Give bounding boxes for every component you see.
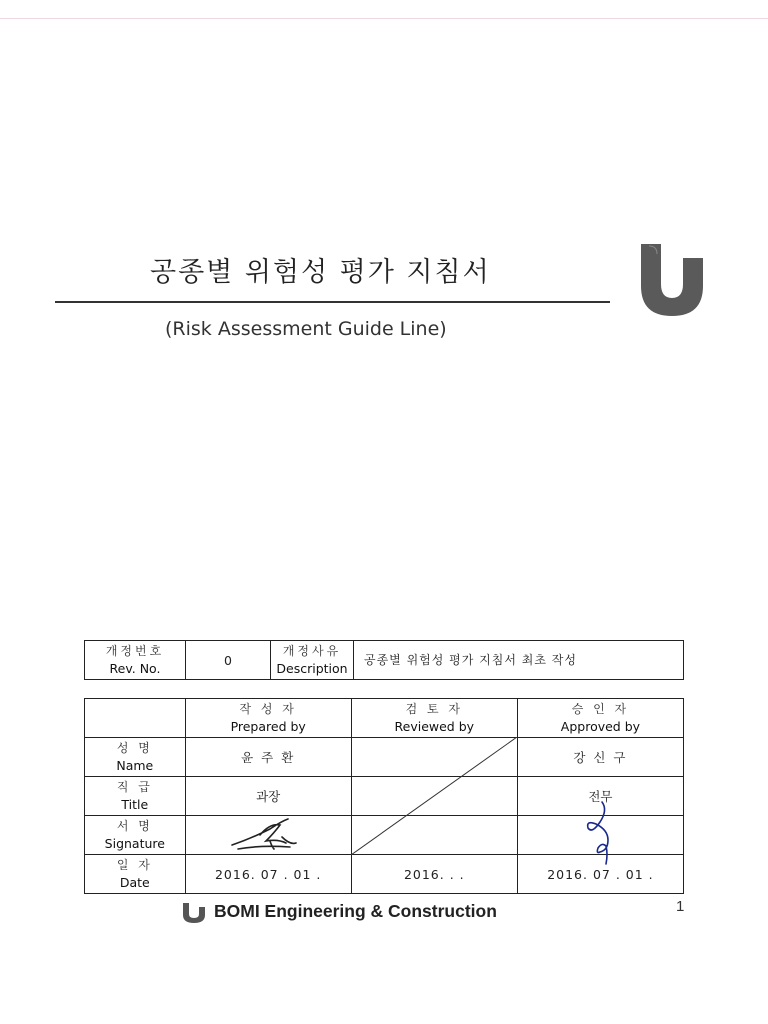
description-value: 공종별 위험성 평가 지침서 최초 작성 (354, 641, 684, 680)
revision-table (84, 640, 684, 680)
approved-date: 2016. 07 . 01 . (517, 855, 683, 894)
bomi-logo-icon (637, 240, 707, 318)
title-rule (55, 301, 610, 303)
row-label-name: 성 명 Name (85, 738, 186, 777)
page-number: 1 (676, 898, 685, 915)
approved-title: 전무 (517, 777, 683, 816)
row-label-signature: 서 명 Signature (85, 816, 186, 855)
approval-corner-cell (85, 699, 186, 738)
row-label-title: 직 급 Title (85, 777, 186, 816)
rev-no-value: 0 (186, 641, 271, 680)
row-label-date: 일 자 Date (85, 855, 186, 894)
document-title-korean: 공종별 위험성 평가 지침서 (150, 257, 491, 288)
approved-signature-mark (578, 798, 618, 866)
footer-logo-icon (182, 902, 206, 924)
approved-name: 강 신 구 (517, 738, 683, 777)
reviewed-strike-line (351, 737, 517, 855)
description-label: 개정사유 Description (271, 641, 354, 680)
document-title-english: (Risk Assessment Guide Line) (165, 318, 447, 340)
col-approved-by: 승 인 자 Approved by (517, 699, 683, 738)
col-prepared-by: 작 성 자 Prepared by (185, 699, 351, 738)
prepared-name: 윤 주 환 (185, 738, 351, 777)
prepared-signature-mark (230, 815, 305, 853)
col-reviewed-by: 검 토 자 Reviewed by (351, 699, 517, 738)
prepared-date: 2016. 07 . 01 . (185, 855, 351, 894)
prepared-title: 과장 (185, 777, 351, 816)
reviewed-date: 2016. . . (351, 855, 517, 894)
company-name: BOMI Engineering & Construction (214, 901, 497, 921)
top-edge-line (0, 18, 768, 19)
rev-no-label: 개정번호 Rev. No. (85, 641, 186, 680)
